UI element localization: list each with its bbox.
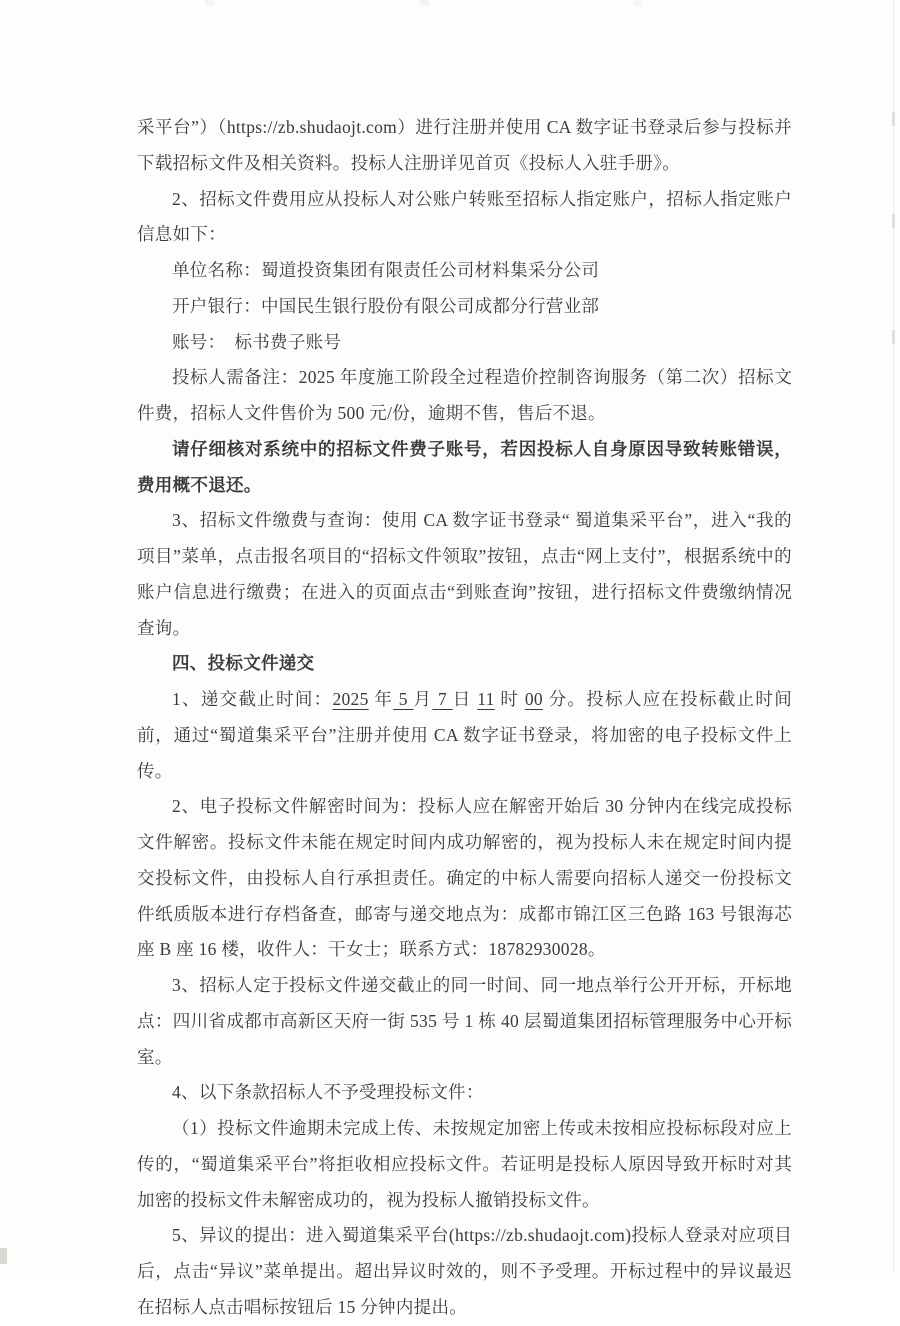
paragraph-fee-transfer: 2、招标文件费用应从投标人对公账户转账至招标人指定账户，招标人指定账户信息如下： bbox=[137, 188, 792, 245]
scan-artifact-top bbox=[205, 0, 214, 6]
deadline-month: 5 bbox=[393, 689, 414, 709]
scan-artifact-top bbox=[420, 0, 429, 6]
scan-edge-line bbox=[893, 0, 894, 1273]
section-heading-submission: 四、投标文件递交 bbox=[172, 653, 315, 674]
field-account: 账号： 标书费子账号 bbox=[172, 331, 342, 352]
deadline-month-unit: 月 bbox=[413, 689, 433, 709]
deadline-rest: 分。投标人应在投标截止时间前，通过“蜀道集采平台”注册并使用 CA 数字证书登录，将加密的电子投标文件上传。 bbox=[137, 689, 793, 781]
deadline-day: 7 bbox=[432, 689, 453, 709]
scan-edge-tick bbox=[892, 214, 895, 228]
scan-edge-tick bbox=[892, 112, 895, 126]
scan-artifact-top bbox=[633, 0, 642, 6]
paragraph-rejection-clauses: 4、以下条款招标人不予受理投标文件： bbox=[172, 1082, 484, 1103]
scan-artifact-corner bbox=[0, 1248, 7, 1264]
deadline-hour-unit: 时 bbox=[494, 689, 525, 709]
field-bank: 开户银行：中国民生银行股份有限公司成都分行营业部 bbox=[172, 295, 600, 316]
paragraph-rejection-detail: （1）投标文件逾期未完成上传、未按规定加密上传或未按相应投标标段对应上传的，“蜀道集采平台”将拒收相应投标文件。若证明是投标人原因导致开标时对其加密的投标文件未解密成功的，视为投标人撤销投标文件。 bbox=[137, 1118, 792, 1210]
deadline-year-unit: 年 bbox=[368, 689, 394, 709]
paragraph-objection: 5、异议的提出：进入蜀道集采平台(https://zb.shudaojt.com)投标人登录对应项目后，点击“异议”菜单提出。超出异议时效的，则不予受理。开标过程中的异议最迟在招标人点击唱标按钮后 15 分钟内提出。 bbox=[137, 1225, 792, 1317]
deadline-year: 2025 bbox=[332, 689, 369, 709]
deadline-hour: 11 bbox=[477, 689, 495, 709]
paragraph-decryption: 2、电子投标文件解密时间为：投标人应在解密开始后 30 分钟内在线完成投标文件解密。投标文件未能在规定时间内成功解密的，视为投标人未在规定时间内提交投标文件，由投标人自行承担责任。确定的中标人需要向招标人递交一份投标文件纸质版本进行存档备查，邮寄与递交地点为：成都市锦江区三色路 163 号银海芯座 B 座 16 楼，收件人：干女士；联系方式：18782930028。 bbox=[137, 796, 792, 960]
document-body bbox=[137, 110, 792, 1326]
deadline-prefix: 1、递交截止时间： bbox=[172, 689, 333, 709]
deadline-minute: 00 bbox=[524, 689, 543, 709]
paragraph-registration-continued: 采平台”）（https://zb.shudaojt.com）进行注册并使用 CA 数字证书登录后参与投标并下载招标文件及相关资料。投标人注册详见首页《投标人入驻手册》。 bbox=[137, 117, 792, 173]
paragraph-deadline bbox=[137, 682, 792, 789]
paragraph-payment-query: 3、招标文件缴费与查询：使用 CA 数字证书登录“ 蜀道集采平台”，进入“我的项目”菜单，点击报名项目的“招标文件领取”按钮，点击“网上支付”，根据系统中的账户信息进行缴费；在进入的页面点击“到账查询”按钮，进行招标文件费缴纳情况查询。 bbox=[137, 510, 792, 638]
field-unit-name: 单位名称：蜀道投资集团有限责任公司材料集采分公司 bbox=[172, 260, 600, 280]
paragraph-bidder-note: 投标人需备注：2025 年度施工阶段全过程造价控制咨询服务（第二次）招标文件费，招标人文件售价为 500 元/份，逾期不售，售后不退。 bbox=[137, 367, 792, 423]
paragraph-fee-warning: 请仔细核对系统中的招标文件费子账号，若因投标人自身原因导致转账错误，费用概不退还。 bbox=[137, 438, 792, 495]
paragraph-bid-opening: 3、招标人定于投标文件递交截止的同一时间、同一地点举行公开开标，开标地点：四川省成都市高新区天府一街 535 号 1 栋 40 层蜀道集团招标管理服务中心开标室。 bbox=[137, 975, 792, 1067]
deadline-day-unit: 日 bbox=[452, 689, 478, 709]
scan-edge-tick bbox=[892, 330, 895, 344]
